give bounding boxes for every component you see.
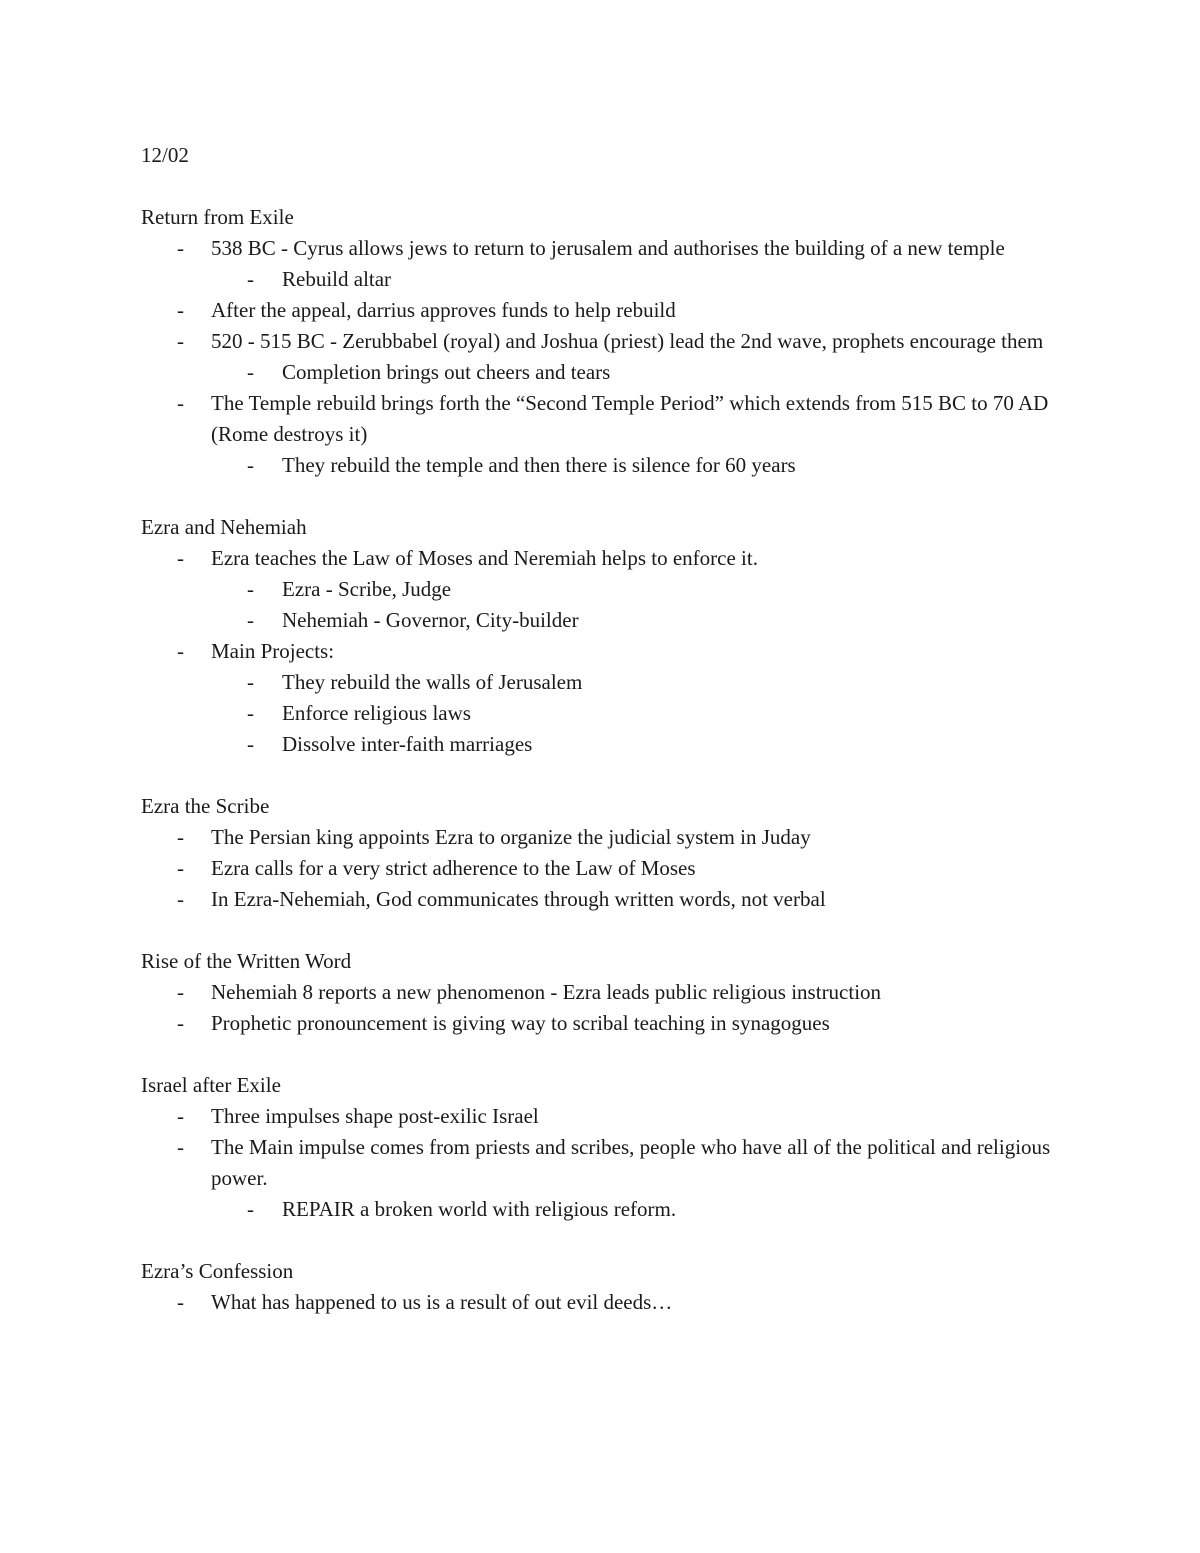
dash-bullet-icon: - <box>177 980 184 1004</box>
section-ezra-and-nehemiah <box>141 512 1071 760</box>
list-item <box>141 1132 1071 1194</box>
dash-bullet-icon: - <box>177 329 184 353</box>
dash-bullet-icon: - <box>247 608 254 632</box>
list-item <box>141 295 1071 326</box>
dash-bullet-icon: - <box>247 360 254 384</box>
dash-bullet-icon: - <box>247 1197 254 1221</box>
list-item <box>141 388 1071 450</box>
list-item <box>141 884 1071 915</box>
dash-bullet-icon: - <box>247 577 254 601</box>
dash-bullet-icon: - <box>177 1011 184 1035</box>
bullet-list <box>141 543 1071 760</box>
section-heading: Ezra’s Confession <box>141 1259 294 1283</box>
dash-bullet-icon: - <box>247 732 254 756</box>
section-heading: Return from Exile <box>141 205 294 229</box>
list-item-text: Ezra calls for a very strict adherence to the Law of Moses <box>211 856 696 880</box>
dash-bullet-icon: - <box>177 298 184 322</box>
list-item <box>141 822 1071 853</box>
section-rise-of-the-written-word <box>141 946 1071 1039</box>
list-item-text: Ezra - Scribe, Judge <box>282 577 452 601</box>
list-item <box>141 264 1071 295</box>
list-item-text: 520 - 515 BC - Zerubbabel (royal) and Joshua (priest) lead the 2nd wave, prophets encourage them <box>211 329 1044 353</box>
list-item <box>141 1008 1071 1039</box>
list-item-text: Main Projects: <box>211 639 335 663</box>
section-heading: Ezra the Scribe <box>141 794 270 818</box>
bullet-list <box>141 233 1071 481</box>
list-item <box>141 605 1071 636</box>
dash-bullet-icon: - <box>247 701 254 725</box>
bullet-list <box>141 1287 1071 1318</box>
list-item-text: Nehemiah - Governor, City-builder <box>282 608 579 632</box>
list-item-text: Three impulses shape post-exilic Israel <box>211 1104 539 1128</box>
list-item-text: In Ezra-Nehemiah, God communicates through written words, not verbal <box>211 887 826 911</box>
list-item-text: The Temple rebuild brings forth the “Second Temple Period” which extends from 515 BC to 70 AD (Rome destroys it) <box>211 391 1049 446</box>
list-item-text: They rebuild the walls of Jerusalem <box>282 670 583 694</box>
notes-body <box>141 140 1071 1349</box>
bullet-list <box>141 822 1071 915</box>
section-ezras-confession <box>141 1256 1071 1318</box>
dash-bullet-icon: - <box>177 1104 184 1128</box>
dash-bullet-icon: - <box>177 391 184 415</box>
list-item-text: Completion brings out cheers and tears <box>282 360 611 384</box>
dash-bullet-icon: - <box>177 236 184 260</box>
list-item <box>141 853 1071 884</box>
list-item-text: After the appeal, darrius approves funds to help rebuild <box>211 298 676 322</box>
dash-bullet-icon: - <box>177 825 184 849</box>
list-item-text: Enforce religious laws <box>282 701 471 725</box>
list-item <box>141 357 1071 388</box>
dash-bullet-icon: - <box>177 1135 184 1159</box>
list-item <box>141 636 1071 667</box>
section-ezra-the-scribe <box>141 791 1071 915</box>
list-item-text: What has happened to us is a result of out evil deeds… <box>211 1290 673 1314</box>
section-israel-after-exile <box>141 1070 1071 1225</box>
list-item-text: The Persian king appoints Ezra to organize the judicial system in Juday <box>211 825 811 849</box>
dash-bullet-icon: - <box>247 267 254 291</box>
list-item <box>141 698 1071 729</box>
list-item-text: The Main impulse comes from priests and scribes, people who have all of the political and religious power. <box>211 1135 1051 1190</box>
list-item-text: REPAIR a broken world with religious reform. <box>282 1197 677 1221</box>
section-return-from-exile <box>141 202 1071 481</box>
list-item <box>141 977 1071 1008</box>
section-heading: Ezra and Nehemiah <box>141 515 307 539</box>
list-item <box>141 667 1071 698</box>
dash-bullet-icon: - <box>247 670 254 694</box>
dash-bullet-icon: - <box>177 887 184 911</box>
bullet-list <box>141 977 1071 1039</box>
list-item <box>141 1194 1071 1225</box>
bullet-list <box>141 1101 1071 1225</box>
list-item <box>141 729 1071 760</box>
section-heading: Israel after Exile <box>141 1073 281 1097</box>
dash-bullet-icon: - <box>177 856 184 880</box>
dash-bullet-icon: - <box>177 639 184 663</box>
list-item-text: Rebuild altar <box>282 267 392 291</box>
dash-bullet-icon: - <box>247 453 254 477</box>
list-item <box>141 326 1071 357</box>
note-date: 12/02 <box>141 143 189 167</box>
list-item <box>141 450 1071 481</box>
list-item <box>141 233 1071 264</box>
list-item-text: Dissolve inter-faith marriages <box>282 732 533 756</box>
dash-bullet-icon: - <box>177 1290 184 1314</box>
list-item <box>141 1287 1071 1318</box>
list-item-text: Prophetic pronouncement is giving way to scribal teaching in synagogues <box>211 1011 830 1035</box>
list-item-text: Ezra teaches the Law of Moses and Neremiah helps to enforce it. <box>211 546 758 570</box>
list-item <box>141 543 1071 574</box>
section-heading: Rise of the Written Word <box>141 949 352 973</box>
list-item <box>141 574 1071 605</box>
list-item <box>141 1101 1071 1132</box>
dash-bullet-icon: - <box>177 546 184 570</box>
list-item-text: Nehemiah 8 reports a new phenomenon - Ezra leads public religious instruction <box>211 980 882 1004</box>
list-item-text: 538 BC - Cyrus allows jews to return to jerusalem and authorises the building of a new temple <box>211 236 1005 260</box>
list-item-text: They rebuild the temple and then there is silence for 60 years <box>282 453 796 477</box>
